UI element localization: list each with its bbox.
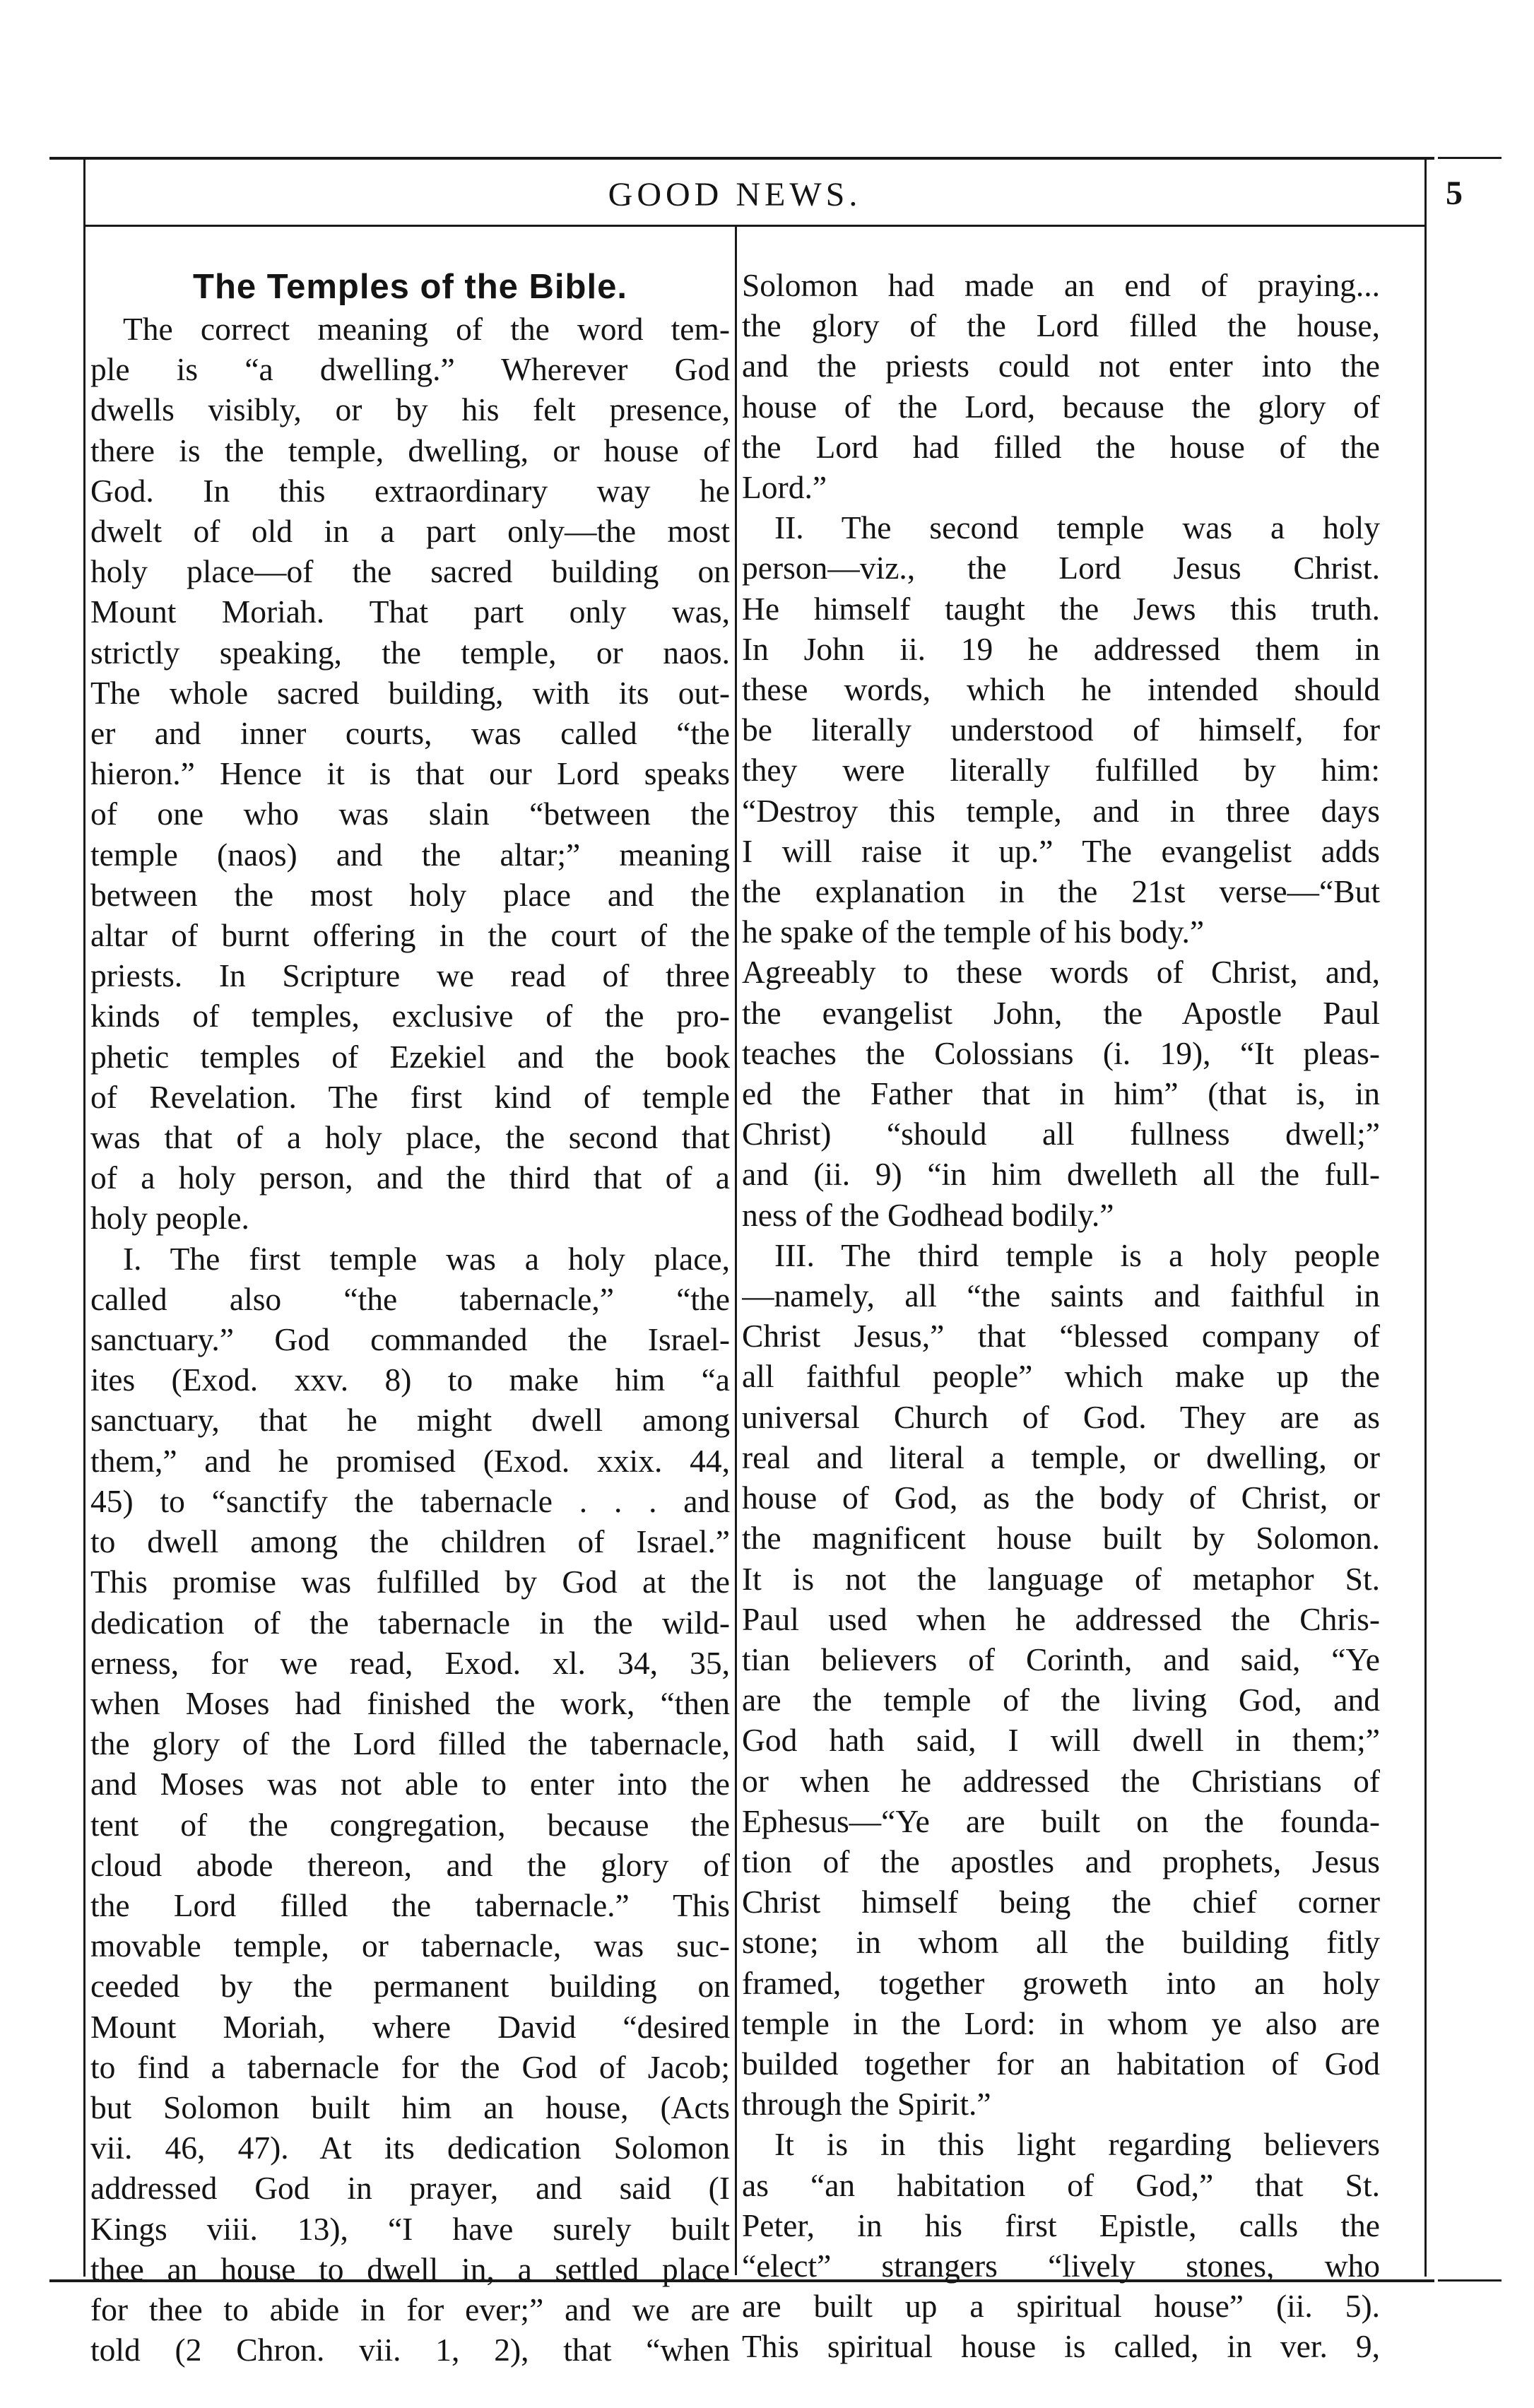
text-line: and Moses was not able to enter into the (90, 1766, 730, 1802)
text-line: the glory of the Lord filled the tabernacle, (90, 1725, 730, 1762)
text-line: he spake of the temple of his body.” (742, 914, 1205, 950)
text-line: hieron.” Hence it is that our Lord speaks (90, 755, 730, 792)
text-line: Christ himself being the chief corner (742, 1884, 1380, 1920)
text-line: er and inner courts, was called “the (90, 715, 730, 752)
text-line: III. The third temple is a holy people (774, 1237, 1380, 1273)
text-line: framed, together groweth into an holy (742, 1964, 1380, 2001)
text-line: vii. 46, 47). At its dedication Solomon (90, 2130, 730, 2166)
text-line: stone; in whom all the building fitly (742, 1924, 1380, 1961)
text-line: person—viz., the Lord Jesus Christ. (742, 550, 1380, 586)
text-line: for thee to abide in for ever;” and we are (90, 2291, 730, 2327)
text-line: dwells visibly, or by his felt presence, (90, 391, 730, 428)
right-margin-mark-bottom (1438, 2279, 1501, 2282)
text-line: the explanation in the 21st verse—“But (742, 873, 1380, 910)
text-line: of a holy person, and the third that of a (90, 1159, 730, 1196)
text-line: and the priests could not enter into the (742, 348, 1380, 384)
text-line: priests. In Scripture we read of three (90, 957, 730, 994)
text-line: of one who was slain “between the (90, 796, 730, 832)
text-line: thee an house to dwell in, a settled place (90, 2250, 730, 2287)
text-line: I will raise it up.” The evangelist adds (742, 832, 1380, 869)
text-line: kinds of temples, exclusive of the pro- (90, 998, 730, 1034)
text-line: real and literal a temple, or dwelling, or (742, 1439, 1380, 1475)
top-rule (49, 157, 1434, 160)
text-line: builded together for an habitation of God (742, 2045, 1380, 2082)
text-line: holy people. (90, 1200, 249, 1237)
text-line: Mount Moriah. That part only was, (90, 594, 730, 630)
text-line: dwelt of old in a part only—the most (90, 513, 730, 550)
text-line: the Lord filled the tabernacle.” This (90, 1887, 730, 1923)
running-header-title: GOOD NEWS. (608, 176, 862, 213)
header-rule (83, 225, 1426, 227)
text-line: In John ii. 19 he addressed them in (742, 630, 1380, 667)
text-line: cloud abode thereon, and the glory of (90, 1846, 730, 1883)
left-column (90, 265, 730, 2370)
text-line: there is the temple, dwelling, or house of (90, 432, 730, 468)
text-line: house of God, as the body of Christ, or (742, 1480, 1380, 1516)
text-line: or when he addressed the Christians of (742, 1762, 1380, 1799)
text-line: Agreeably to these words of Christ, and, (742, 954, 1380, 991)
text-line: The correct meaning of the word tem- (123, 311, 730, 347)
text-line: movable temple, or tabernacle, was suc- (90, 1928, 730, 1964)
text-line: through the Spirit.” (742, 2086, 991, 2123)
text-line: Christ Jesus,” that “blessed company of (742, 1318, 1380, 1354)
page-number: 5 (1446, 175, 1463, 212)
text-line: ites (Exod. xxv. 8) to make him “a (90, 1362, 730, 1398)
text-line: erness, for we read, Exod. xl. 34, 35, (90, 1644, 730, 1681)
text-line: ed the Father that in him” (that is, in (742, 1075, 1380, 1112)
article-title: The Temples of the Bible. (193, 268, 627, 306)
text-line: Lord.” (742, 469, 827, 506)
text-line: was that of a holy place, the second that (90, 1119, 730, 1156)
text-line: God hath said, I will dwell in them;” (742, 1722, 1380, 1759)
text-line: —namely, all “the saints and faithful in (742, 1277, 1380, 1314)
text-line: Kings viii. 13), “I have surely built (90, 2210, 730, 2247)
left-outer-border (83, 157, 85, 2277)
text-line: called also “the tabernacle,” “the (90, 1280, 730, 1317)
text-line: tent of the congregation, because the (90, 1806, 730, 1843)
text-line: holy place—of the sacred building on (90, 553, 730, 590)
text-line: and (ii. 9) “in him dwelleth all the full- (742, 1156, 1380, 1193)
text-line: house of the Lord, because the glory of (742, 388, 1380, 425)
text-line: tian believers of Corinth, and said, “Ye (742, 1641, 1380, 1677)
text-line: dedication of the tabernacle in the wild- (90, 1604, 730, 1641)
text-line: phetic temples of Ezekiel and the book (90, 1038, 730, 1075)
text-line: are the temple of the living God, and (742, 1682, 1380, 1718)
text-line: of Revelation. The first kind of temple (90, 1078, 730, 1115)
text-line: “Destroy this temple, and in three days (742, 792, 1380, 829)
text-line: Peter, in his first Epistle, calls the (742, 2207, 1380, 2243)
text-line: to dwell among the children of Israel.” (90, 1523, 730, 1560)
text-line: the Lord had filled the house of the (742, 428, 1380, 465)
column-divider (735, 226, 737, 2275)
text-line: to find a tabernacle for the God of Jacob; (90, 2048, 730, 2085)
text-line: sanctuary.” God commanded the Israel- (90, 1321, 730, 1358)
right-outer-border (1424, 157, 1427, 2277)
text-line: This promise was fulfilled by God at the (90, 1564, 730, 1600)
text-line: altar of burnt offering in the court of the (90, 917, 730, 954)
text-line: temple (naos) and the altar;” meaning (90, 836, 730, 873)
text-line: Christ) “should all fullness dwell;” (742, 1116, 1380, 1152)
text-line: Solomon had made an end of praying... (742, 267, 1380, 303)
text-line: God. In this extraordinary way he (90, 472, 730, 509)
text-line: as “an habitation of God,” that St. (742, 2166, 1380, 2203)
text-line: ness of the Godhead bodily.” (742, 1196, 1114, 1233)
text-line: universal Church of God. They are as (742, 1398, 1380, 1435)
text-line: these words, which he intended should (742, 671, 1380, 708)
text-line: “elect” strangers “lively stones, who (742, 2247, 1380, 2284)
text-line: The whole sacred building, with its out- (90, 674, 730, 711)
text-line: Ephesus—“Ye are built on the founda- (742, 1802, 1380, 1839)
text-line: are built up a spiritual house” (ii. 5). (742, 2288, 1380, 2325)
text-line: sanctuary, that he might dwell among (90, 1402, 730, 1439)
text-line: Paul used when he addressed the Chris- (742, 1600, 1380, 1637)
right-column (742, 265, 1380, 2367)
text-line: It is in this light regarding believers (774, 2126, 1380, 2163)
text-line: He himself taught the Jews this truth. (742, 590, 1380, 627)
text-line: strictly speaking, the temple, or naos. (90, 634, 730, 671)
text-line: This spiritual house is called, in ver. 9, (742, 2328, 1380, 2365)
text-line: ceeded by the permanent building on (90, 1968, 730, 2005)
text-line: the magnificent house built by Solomon. (742, 1520, 1380, 1557)
text-line: they were literally fulfilled by him: (742, 752, 1380, 789)
text-line: temple in the Lord: in whom ye also are (742, 2005, 1380, 2041)
text-line: teaches the Colossians (i. 19), “It pleas- (742, 1034, 1380, 1071)
text-line: told (2 Chron. vii. 1, 2), that “when (90, 2332, 730, 2368)
text-line: Mount Moriah, where David “desired (90, 2008, 730, 2045)
text-line: I. The first temple was a holy place, (123, 1240, 730, 1277)
text-line: them,” and he promised (Exod. xxix. 44, (90, 1442, 730, 1479)
text-line: It is not the language of metaphor St. (742, 1560, 1380, 1597)
text-line: all faithful people” which make up the (742, 1358, 1380, 1395)
text-line: the evangelist John, the Apostle Paul (742, 994, 1380, 1031)
right-margin-mark-top (1438, 157, 1501, 159)
text-line: between the most holy place and the (90, 876, 730, 913)
text-line: ple is “a dwelling.” Wherever God (90, 351, 730, 388)
text-line: 45) to “sanctify the tabernacle . . . and (90, 1482, 730, 1519)
text-line: II. The second temple was a holy (774, 509, 1380, 546)
text-line: but Solomon built him an house, (Acts (90, 2089, 730, 2125)
text-line: when Moses had finished the work, “then (90, 1684, 730, 1721)
text-line: the glory of the Lord filled the house, (742, 307, 1380, 344)
text-line: addressed God in prayer, and said (I (90, 2170, 730, 2207)
text-line: be literally understood of himself, for (742, 712, 1380, 748)
text-line: tion of the apostles and prophets, Jesus (742, 1843, 1380, 1879)
